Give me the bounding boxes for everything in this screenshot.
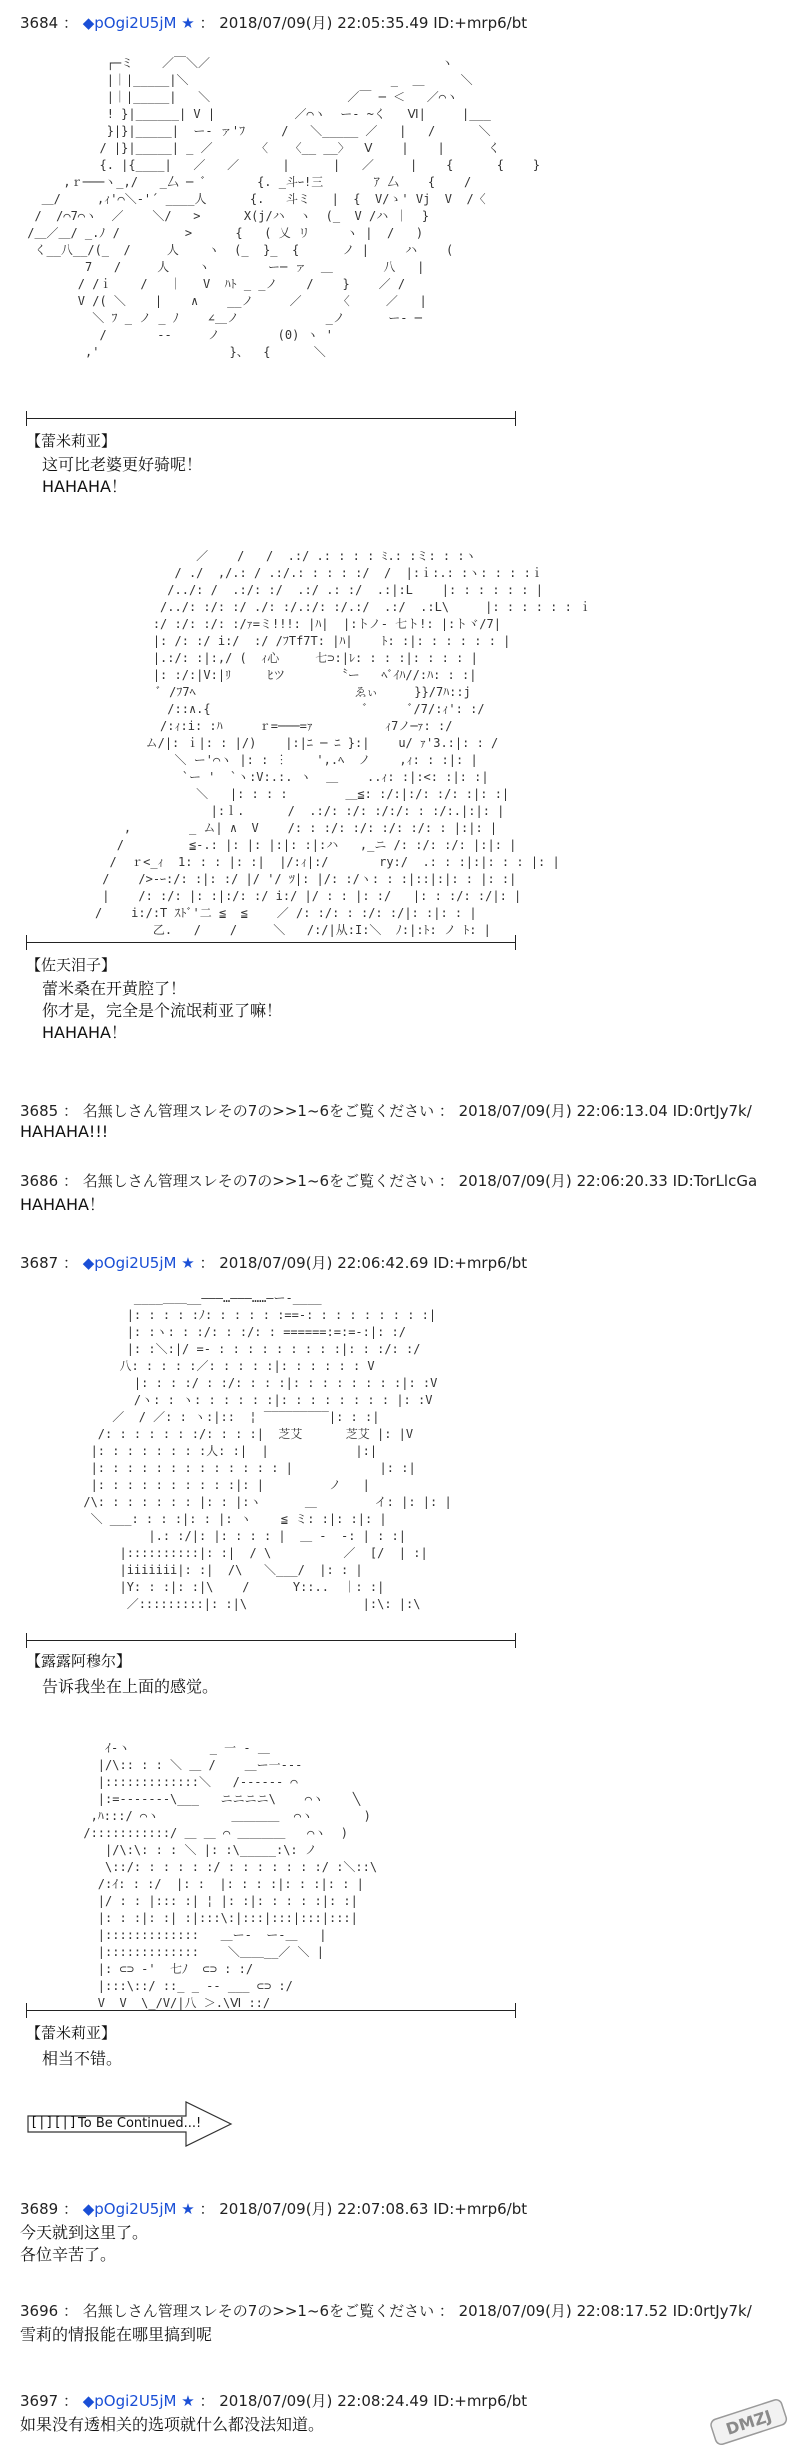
post-date: 2018/07/09(月): [458, 1172, 572, 1190]
post-date: 2018/07/09(月): [458, 1102, 572, 1120]
section-divider: [26, 418, 516, 419]
ascii-art-remilia-2: ｲ‐ヽ _ 一 ‐ ＿ |/\:: : : ＼ ＿ / ＿ー一-‐‐ |:::::::::::::＼ /-‐‐‐‐‐ ⌒ |:=-‐‐‐‐‐‐\___ ニニニニ\ ⌒ヽ ╲ ,ﾊ:::/ ⌒ヽ ＿＿＿＿ ⌒ヽ ) /:::::::::::/ ＿ ＿ ⌒ ＿＿＿＿ ⌒ヽ ) |/\:\: : : ＼ |: :\_____:\: ノ \::/: : : : : :/ : : : : : : :/ :＼::\ /:ｲ: : :/ |: : |: : : :|: : :|: : | |/ : : |::: :| ¦ |: :|: : : : :|: :| |: : :|: :| :|:::\:|:::|:::|:::|:::| |::::::::::::: ＿ー‐ ー‐＿ | |::::::::::::: ＼＿＿__／ ＼ | |: ⊂⊃ -' 七ﾉ ⊂⊃ : :/ |:::\::/ ::_ _ -‐ ___ ⊂⊃ :/ V V \_/V/|八 ＞.\Ⅵ ::/: [83, 1741, 378, 2010]
post-time: 22:05:35.49: [337, 14, 429, 32]
dialogue-line: 告诉我坐在上面的感觉。: [42, 1677, 219, 1696]
reply-text: 雪莉的情报能在哪里搞到呢: [20, 2325, 213, 2344]
reply-text: HAHAHA!!!: [20, 1122, 109, 1141]
post-number: 3685: [20, 1102, 59, 1120]
ascii-art-lulu: ____＿＿__―――…―――……―ー-____ |: : : : :ﾉ: : : : : :==-: : : : : : : : :| |: :ヽ: : :/: : :/: : ======:=:=-:|: :/ |: :＼:|/ =- : : : : : : : : :|: : :/: :/ 八: : : : :／: : : : :|: : : : : : V |: : : :/ : :/: : : :|: : : : : : : :|: :V /ヽ: : ヽ: : : : : :|: : : : : : : : |: :V ／ / ／: : ヽ:|:: ¦ ‾‾‾‾‾‾‾‾‾|: : :| /: : : : : : :/: : : :| 芝艾 芝艾 |: |V |: : : : : : : :人: :| | |:| |: : : : : : : : : : : : : | |: :| |: : : : : : : : : :|: | ノ | /\: : : : : : : |: : |:ヽ ＿ イ: |: |: | ＼ ___: : : :|: : |: ヽ ≦ ミ: :|: :|: | |.: :/|: |: : : : | ＿ - ‐: | : :| |::::::::::|: :| / \ ／ [/ | :| |iiiiiii|: :| /\ ＼___/ |: : | |Y: : :|: :|\ / Y::.. ｜: :| ／:::::::::|: :|\ |:\: |:\: [83, 1291, 452, 1611]
logo-icon: [704, 2393, 794, 2453]
post-header-3697: 3697 ： ◆pOgi2U5jM ★ ： 2018/07/09(月) 22:08:24.49 ID:+mrp6/bt: [20, 2392, 528, 2410]
post-header-3696: 3696 ： 名無しさん管理スレその7の>>1~6をご覧ください ： 2018/07/09(月) 22:08:17.52 ID:0rtJy7k/: [20, 2302, 752, 2320]
section-divider: [26, 1640, 516, 1641]
post-header-3684: 3684 ： ◆pOgi2U5jM ★ ： 2018/07/09(月) 22:05:35.49 ID:+mrp6/bt: [20, 14, 528, 32]
speaker-label: 【露露阿穆尔】: [26, 1652, 132, 1670]
poster-name[interactable]: ◆pOgi2U5jM: [82, 14, 177, 32]
post-id[interactable]: ID:+mrp6/bt: [433, 2200, 528, 2218]
post-number: 3697: [20, 2392, 59, 2410]
post-number: 3689: [20, 2200, 59, 2218]
poster-name[interactable]: ◆pOgi2U5jM: [82, 2392, 177, 2410]
to-be-continued-arrow: [26, 2094, 236, 2154]
star-icon: ★: [181, 2392, 195, 2410]
dialogue-line: HAHAHA！: [42, 1023, 127, 1042]
dialogue-line: HAHAHA！: [42, 477, 127, 496]
poster-name[interactable]: ◆pOgi2U5jM: [82, 2200, 177, 2218]
post-time: 22:06:42.69: [337, 1254, 429, 1272]
dialogue-line: 相当不错。: [42, 2049, 123, 2068]
post-header-3687: 3687 ： ◆pOgi2U5jM ★ ： 2018/07/09(月) 22:06:42.69 ID:+mrp6/bt: [20, 1254, 528, 1272]
post-header-3689: 3689 ： ◆pOgi2U5jM ★ ： 2018/07/09(月) 22:07:08.63 ID:+mrp6/bt: [20, 2200, 528, 2218]
post-number: 3686: [20, 1172, 59, 1190]
dialogue-line: 蕾米桑在开黄腔了！: [42, 979, 187, 998]
site-watermark: [704, 2393, 794, 2453]
star-icon: ★: [181, 1254, 195, 1272]
reply-text: 今天就到这里了。: [20, 2223, 149, 2242]
post-id[interactable]: ID:+mrp6/bt: [433, 2392, 528, 2410]
dialogue-line: 这可比老婆更好骑呢！: [42, 455, 203, 474]
star-icon: ★: [181, 2200, 195, 2218]
ascii-art-remilia: ┌─ミ ／￣＼／ ヽ |｜|_____|＼ _ ＿ ＼ |｜|_____| ＼ ／￣ ─ ＜ ／⌒ヽ ! }|______| V | ／⌒ヽ ー- ~く Ⅵ| |___ }|}|_____| ー- ァ'ﾌ / ＼_____ ／ | / ＼ / |}|_____| _ ／ 〈 〈__ __〉 Ⅴ | | く {. |{____| ／ ／ | | ／ | { { } ,ｒ───ヽ_,/ _厶 ─ ﾞ {. _斗ｰ!三 ｱ 厶 { / ＿/ ,ｨ'⌒＼-'´ ____人 {. 斗ミ | { V/ゝ' Vj V /〈 / /⌒7⌒ヽ ／ ＼/ > X(j/ハ ヽ (_ V /ハ ｜ } /＿／＿/ _.ﾉ / > { ( 乂 リ ヽ | / ) く__八__/(_ / 人 ヽ (_ }_ { ノ | ハ ( 7 / 人 ヽ ー─ ァ ＿ 八 | / /ｉ / ｜ V ﾊﾄ _ _ノ / } ／ / V /( ＼ | ∧ __ノ ／ 〈 ／ | ＼ ﾌ _ ノ _ ﾉ ∠＿ノ _ノ ー- ─ / ‐‐ ノ (0) ヽ ' ,' }、 { ＼: [27, 56, 541, 359]
tbc-bars: [|][|]: [30, 2115, 77, 2130]
poster-name[interactable]: ◆pOgi2U5jM: [82, 1254, 177, 1272]
reply-text: 各位辛苦了。: [20, 2245, 117, 2264]
watermark-text: DMZJ: [723, 2406, 775, 2439]
post-header-3686: 3686 ： 名無しさん管理スレその7の>>1~6をご覧ください ： 2018/07/09(月) 22:06:20.33 ID:TorLlcGa: [20, 1172, 758, 1190]
post-date: 2018/07/09(月): [219, 1254, 333, 1272]
post-time: 22:08:17.52: [576, 2302, 668, 2320]
speaker-label: 【蕾米莉亚】: [26, 432, 117, 450]
post-date: 2018/07/09(月): [219, 2200, 333, 2218]
post-date: 2018/07/09(月): [219, 14, 333, 32]
post-header-3685: 3685 ： 名無しさん管理スレその7の>>1~6をご覧ください ： 2018/07/09(月) 22:06:13.04 ID:0rtJy7k/: [20, 1102, 752, 1120]
post-time: 22:07:08.63: [337, 2200, 429, 2218]
post-id[interactable]: ID:TorLlcGa: [672, 1172, 758, 1190]
post-id[interactable]: ID:+mrp6/bt: [433, 14, 528, 32]
speaker-label: 【蕾米莉亚】: [26, 2024, 117, 2042]
star-icon: ★: [181, 14, 195, 32]
post-date: 2018/07/09(月): [219, 2392, 333, 2410]
speaker-label: 【佐天泪子】: [26, 956, 117, 974]
post-number: 3687: [20, 1254, 59, 1272]
dialogue-line: 你才是，完全是个流氓莉亚了嘛！: [42, 1001, 283, 1020]
poster-name: 名無しさん管理スレその7の>>1~6をご覧ください: [82, 2302, 435, 2320]
poster-name: 名無しさん管理スレその7の>>1~6をご覧ください: [82, 1102, 435, 1120]
post-id[interactable]: ID:0rtJy7k/: [672, 1102, 752, 1120]
section-divider: [26, 2010, 516, 2011]
ascii-art-saten: ／ / / .:/ .: : : : ﾐ.: :ミ: : :ヽ / ./ ,/.: / .:/.: : : : :/ / |:ｉ:.: :ヽ: : : :ｉ /../: / .:/: :/ .:/ .: :/ .:|:L |: : : : : : | /../: :/: :/ ./: :/.:/: :/.:/ .:/ .:L\ |: : : : : : ｉ :/ :/: :/: :/ｧ=ミ!!!: |ﾊ| |:トノ- 七ト!: |:トヾ/7| |: /: :/ i:/ :/ /ﾌTf7T: |ﾊ| ﾄ: :|: : : : : : | |.:/: :|:,/ ( ｨ心 七⊃:|ﾚ: : : :|: : : : | |: :/:|V:|ﾘ ﾋツ 〝ー ﾍﾞｲﾊ//:ﾊ: : :| ﾞ /ﾌ7ﾍ ゑぃ }}/7ﾊ::j /::∧.{ ﾞ ﾞ/7/:ｨ': :/ /:ｨ:i: :ﾊ ｒ=───=ｧ ｨ7ノ─ｧ: :/ ム/|: ｉ|: : |/) |:|ﾆ ─ ﾆ }:| u/ ｧ'3.:|: : / ＼ ー'⌒ヽ |: : ︙ ',.ﾍ ノ ,ｨ: : :|: | `ー ' `ヽ:V:.:. ヽ ＿ ..ｨ: :|:<: :|: :| ＼ |: : : : ＿≦: :/:|:/: :/: :|: :| |:ｌ. / .:/: :/: :/:/: : :/:.|:|: | , _ ム| ∧ V /: : :/: :/: :/: :/: : |:|: | / ≦-.: |: |: |:|: :|:ハ ,_ニ /: :/: :/: |:|: | / ｒ<_ｨ 1: : : |: :| |/:ｨ|:/ ry:/ .: : :|:|: : : |: | / />-ｰ:/: :|: :/ |/ '/ ﾂ|: |/: :/ヽ: : :|::|:|: : |: :| | /: :/: |: :|:/: :/ i:/ |/ : : |: :/ |: : :/: :/|: | / i:/:T ｽﾄﾞ'二 ≦ ≦ ／ /: :/: : :/: :/|: :|: : | 乙. / / ＼ /:/|从:I:＼ ﾉ:|:ﾄ: ノ ﾄ: |: [95, 549, 592, 937]
reply-text: 如果没有透相关的选项就什么都没法知道。: [20, 2415, 325, 2434]
post-id[interactable]: ID:+mrp6/bt: [433, 1254, 528, 1272]
post-date: 2018/07/09(月): [458, 2302, 572, 2320]
section-divider: [26, 942, 516, 943]
poster-name: 名無しさん管理スレその7の>>1~6をご覧ください: [82, 1172, 435, 1190]
post-number: 3696: [20, 2302, 59, 2320]
tbc-text: To Be Continued...!: [78, 2116, 202, 2131]
reply-text: HAHAHA！: [20, 1195, 105, 1214]
post-time: 22:08:24.49: [337, 2392, 429, 2410]
post-time: 22:06:13.04: [576, 1102, 668, 1120]
post-number: 3684: [20, 14, 59, 32]
post-id[interactable]: ID:0rtJy7k/: [672, 2302, 752, 2320]
post-time: 22:06:20.33: [576, 1172, 668, 1190]
